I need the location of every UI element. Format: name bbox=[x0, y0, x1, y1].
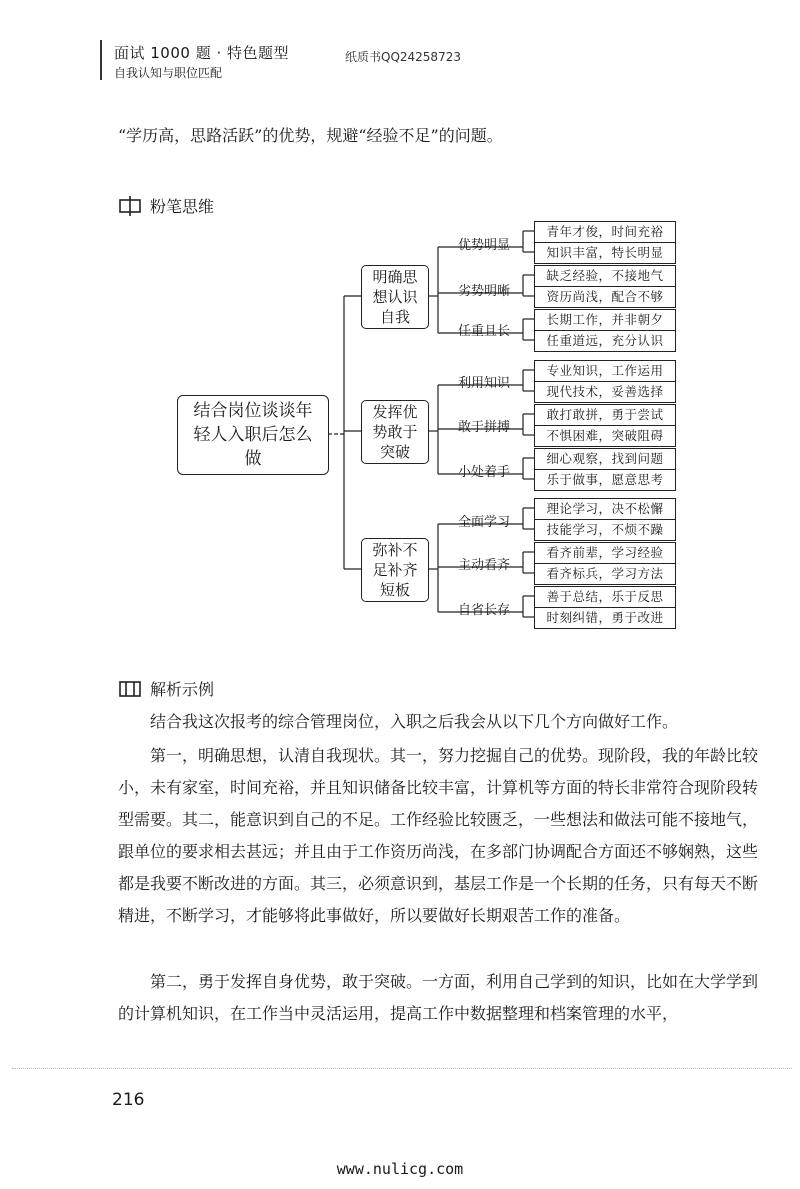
mindmap-leaf: 专业知识，工作运用 bbox=[534, 360, 676, 382]
mindmap-leaf: 资历尚浅，配合不够 bbox=[534, 286, 676, 308]
mindmap-leaf: 善于总结，乐于反思 bbox=[534, 586, 676, 608]
mindmap-sub: 敢于拼搏 bbox=[457, 420, 510, 435]
mindmap-sub: 全面学习 bbox=[457, 515, 510, 530]
mindmap-leaf: 知识丰富，特长明显 bbox=[534, 242, 676, 264]
mindmap-leaf: 缺乏经验，不接地气 bbox=[534, 265, 676, 287]
mindmap-root: 结合岗位谈谈年轻人入职后怎么做 bbox=[177, 395, 329, 475]
mindmap-leaf: 细心观察，找到问题 bbox=[534, 448, 676, 470]
mindmap-leaf: 技能学习，不烦不躁 bbox=[534, 519, 676, 541]
mindmap-leaf: 敢打敢拼，勇于尝试 bbox=[534, 404, 676, 426]
mindmap-leaf: 看齐标兵，学习方法 bbox=[534, 563, 676, 585]
mindmap-leaf: 现代技术，妥善选择 bbox=[534, 381, 676, 403]
mindmap-sub: 优势明显 bbox=[457, 238, 510, 253]
mindmap-leaf: 看齐前辈，学习经验 bbox=[534, 542, 676, 564]
intro-text: “学历高，思路活跃”的优势，规避“经验不足”的问题。 bbox=[118, 126, 503, 145]
footer-watermark: www.nulicg.com bbox=[336, 1160, 464, 1178]
scan-noise-line bbox=[12, 1068, 792, 1071]
section-example-title: 解析示例 bbox=[150, 680, 215, 699]
mindmap-leaf: 乐于做事，愿意思考 bbox=[534, 469, 676, 491]
mindmap-sub: 劣势明晰 bbox=[457, 284, 510, 299]
mindmap-branch-3: 弥补不足补齐短板 bbox=[361, 538, 429, 602]
mindmap-leaf: 不惧困难，突破阻碍 bbox=[534, 425, 676, 447]
paragraph: 结合我这次报考的综合管理岗位，入职之后我会从以下几个方向做好工作。 bbox=[150, 712, 679, 731]
mindmap-sub: 主动看齐 bbox=[457, 558, 510, 573]
paragraph: 第一，明确思想，认清自我现状。其一，努力挖掘自己的优势。现阶段，我的年龄比较小，未有家室，时间充裕，并且知识储备比较丰富，计算机等方面的特长非常符合现阶段转型需要。其二，能意识到自己的不足。工作经验比较匮乏，一些想法和做法可能不接地气，跟单位的要求相去甚远；并且由于工作资历尚浅，在多部门协调配合方面还不够娴熟，这些都是我要不断改进的方面。其三，必须意识到，基层工作是一个长期的任务，只有每天不断精进，不断学习，才能够将此事做好，所以要做好长期艰苦工作的准备。 bbox=[118, 746, 759, 925]
mindmap-branch-1: 明确思想认识自我 bbox=[361, 265, 429, 329]
mindmap-leaf: 理论学习，决不松懈 bbox=[534, 498, 676, 520]
mindmap-sub: 自省长存 bbox=[457, 603, 510, 618]
paragraph: 第二，勇于发挥自身优势，敢于突破。一方面，利用自己学到的知识，比如在大学学到的计算机知识，在工作当中灵活运用，提高工作中数据整理和档案管理的水平， bbox=[118, 972, 759, 1023]
header-title: 面试 1000 题 · 特色题型 bbox=[114, 44, 290, 62]
mindmap-branch-2: 发挥优势敢于突破 bbox=[361, 400, 429, 464]
mindmap-leaf: 青年才俊，时间充裕 bbox=[534, 221, 676, 243]
mindmap-sub: 小处着手 bbox=[457, 465, 510, 480]
analysis-icon bbox=[118, 679, 142, 699]
header-note: 纸质书QQ24258723 bbox=[345, 50, 461, 64]
mindmap-leaf: 任重道远，充分认识 bbox=[534, 330, 676, 352]
header-subtitle: 自我认知与职位匹配 bbox=[114, 66, 223, 80]
mindmap-sub: 利用知识 bbox=[457, 376, 510, 391]
page-number: 216 bbox=[112, 1090, 145, 1110]
section-example bbox=[118, 677, 214, 700]
mindmap-leaf: 时刻纠错，勇于改进 bbox=[534, 607, 676, 629]
section-thinking-title: 粉笔思维 bbox=[150, 197, 215, 216]
mindmap-leaf: 长期工作，并非朝夕 bbox=[534, 309, 676, 331]
mindmap-sub: 任重且长 bbox=[457, 324, 510, 339]
